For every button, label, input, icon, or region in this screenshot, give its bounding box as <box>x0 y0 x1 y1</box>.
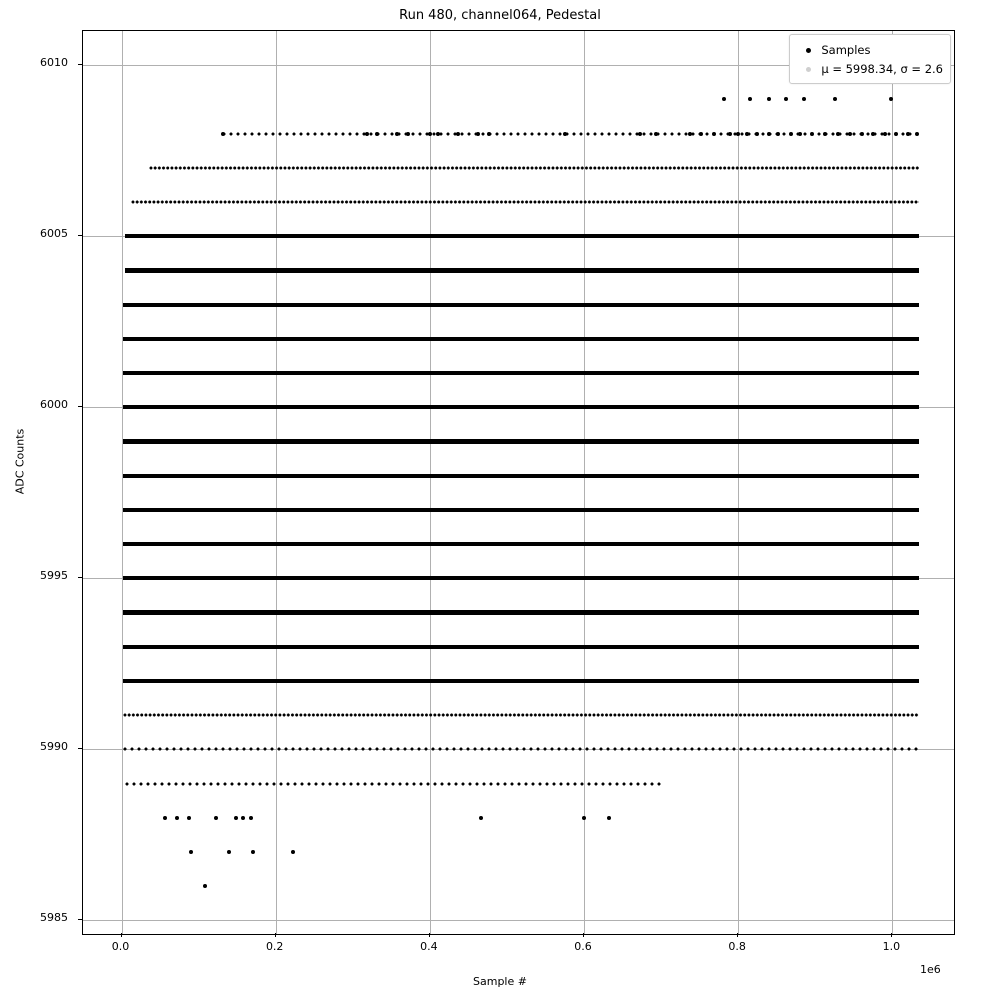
data-point <box>189 850 193 854</box>
y-axis-tick <box>78 919 82 920</box>
x-axis-tick-label: 1.0 <box>882 940 901 953</box>
data-level-band <box>125 268 919 272</box>
data-point <box>638 132 642 136</box>
data-point <box>365 132 369 136</box>
data-level-band <box>123 747 919 751</box>
y-axis-tick-label: 5990 <box>40 740 68 754</box>
data-point <box>736 132 740 136</box>
data-point <box>241 816 245 820</box>
data-point <box>722 97 726 101</box>
data-point <box>406 132 410 136</box>
data-point <box>234 816 238 820</box>
data-level-band <box>123 679 919 683</box>
data-point <box>699 132 703 136</box>
data-point <box>802 97 806 101</box>
data-point <box>748 97 752 101</box>
data-level-band <box>125 782 661 786</box>
data-level-band <box>123 576 919 580</box>
data-level-band <box>123 303 919 307</box>
y-axis-tick <box>78 64 82 65</box>
data-point <box>582 816 586 820</box>
gridline-horizontal <box>83 920 954 921</box>
data-point <box>776 132 780 136</box>
legend-label-stats: μ = 5998.34, σ = 2.6 <box>821 61 943 76</box>
data-point <box>848 132 852 136</box>
chart-title: Run 480, channel064, Pedestal <box>399 8 601 23</box>
x-axis-label: Sample # <box>473 975 527 988</box>
data-level-band <box>123 610 919 614</box>
data-point <box>214 816 218 820</box>
data-point <box>688 132 692 136</box>
y-axis-tick <box>78 577 82 578</box>
y-axis-tick <box>78 235 82 236</box>
data-point <box>915 132 919 136</box>
x-axis-tick-label: 0.2 <box>265 940 284 953</box>
data-point <box>894 132 898 136</box>
x-axis-tick <box>583 933 584 937</box>
x-axis-tick <box>891 933 892 937</box>
data-point <box>871 132 875 136</box>
data-point <box>203 884 207 888</box>
y-axis-label: ADC Counts <box>13 428 27 495</box>
y-axis-tick-label: 6005 <box>40 227 68 241</box>
y-axis-tick <box>78 406 82 407</box>
data-level-band <box>123 713 919 717</box>
data-level-band <box>123 542 919 546</box>
data-point <box>163 816 167 820</box>
data-point <box>833 97 837 101</box>
data-level-band <box>131 200 920 204</box>
data-point <box>789 132 793 136</box>
data-point <box>712 132 716 136</box>
data-point <box>607 816 611 820</box>
x-axis-tick <box>737 933 738 937</box>
data-level-band <box>123 405 919 409</box>
data-point <box>883 132 887 136</box>
data-level-band <box>125 234 919 238</box>
x-axis-tick <box>121 933 122 937</box>
data-level-band <box>123 474 919 478</box>
data-point <box>175 816 179 820</box>
data-point <box>395 132 399 136</box>
data-level-band <box>123 337 919 341</box>
x-axis-tick-label: 0.0 <box>111 940 130 953</box>
x-axis-tick <box>429 933 430 937</box>
data-point <box>227 850 231 854</box>
legend <box>789 34 951 84</box>
x-axis-tick-label: 0.6 <box>574 940 592 953</box>
gridline-vertical <box>122 31 123 934</box>
legend-dot-faint-icon <box>795 62 821 76</box>
x-axis-offset-label: 1e6 <box>920 963 941 976</box>
data-point <box>654 132 658 136</box>
x-axis-tick-label: 0.4 <box>420 940 438 953</box>
data-level-band <box>123 371 919 375</box>
x-axis-tick <box>275 933 276 937</box>
y-axis-tick-label: 5995 <box>40 569 68 583</box>
legend-dot-icon <box>795 43 821 57</box>
data-point <box>860 132 864 136</box>
data-point <box>476 132 480 136</box>
x-axis-tick-label: 0.8 <box>728 940 746 953</box>
y-axis-tick <box>78 748 82 749</box>
data-point <box>251 850 255 854</box>
data-point <box>767 97 771 101</box>
data-level-band <box>123 439 919 443</box>
y-axis-tick-label: 5985 <box>40 911 68 925</box>
data-point <box>767 132 771 136</box>
legend-item-samples <box>795 40 943 59</box>
data-level-band <box>222 132 920 136</box>
plot-area <box>82 30 955 935</box>
data-point <box>563 132 567 136</box>
data-point <box>428 132 432 136</box>
data-point <box>784 97 788 101</box>
legend-item-stats <box>795 59 943 78</box>
data-point <box>487 132 491 136</box>
data-point <box>810 132 814 136</box>
data-point <box>906 132 910 136</box>
legend-label-samples: Samples <box>821 42 871 57</box>
y-axis-tick-label: 6000 <box>40 398 68 412</box>
data-point <box>291 850 295 854</box>
data-point <box>221 132 225 136</box>
data-point <box>187 816 191 820</box>
data-point <box>823 132 827 136</box>
data-point <box>249 816 253 820</box>
data-level-band <box>123 645 919 649</box>
data-point <box>479 816 483 820</box>
data-point <box>436 132 440 136</box>
y-axis-tick-label: 6010 <box>40 56 68 70</box>
data-level-band <box>123 508 919 512</box>
data-level-band <box>149 166 920 170</box>
data-point <box>798 132 802 136</box>
